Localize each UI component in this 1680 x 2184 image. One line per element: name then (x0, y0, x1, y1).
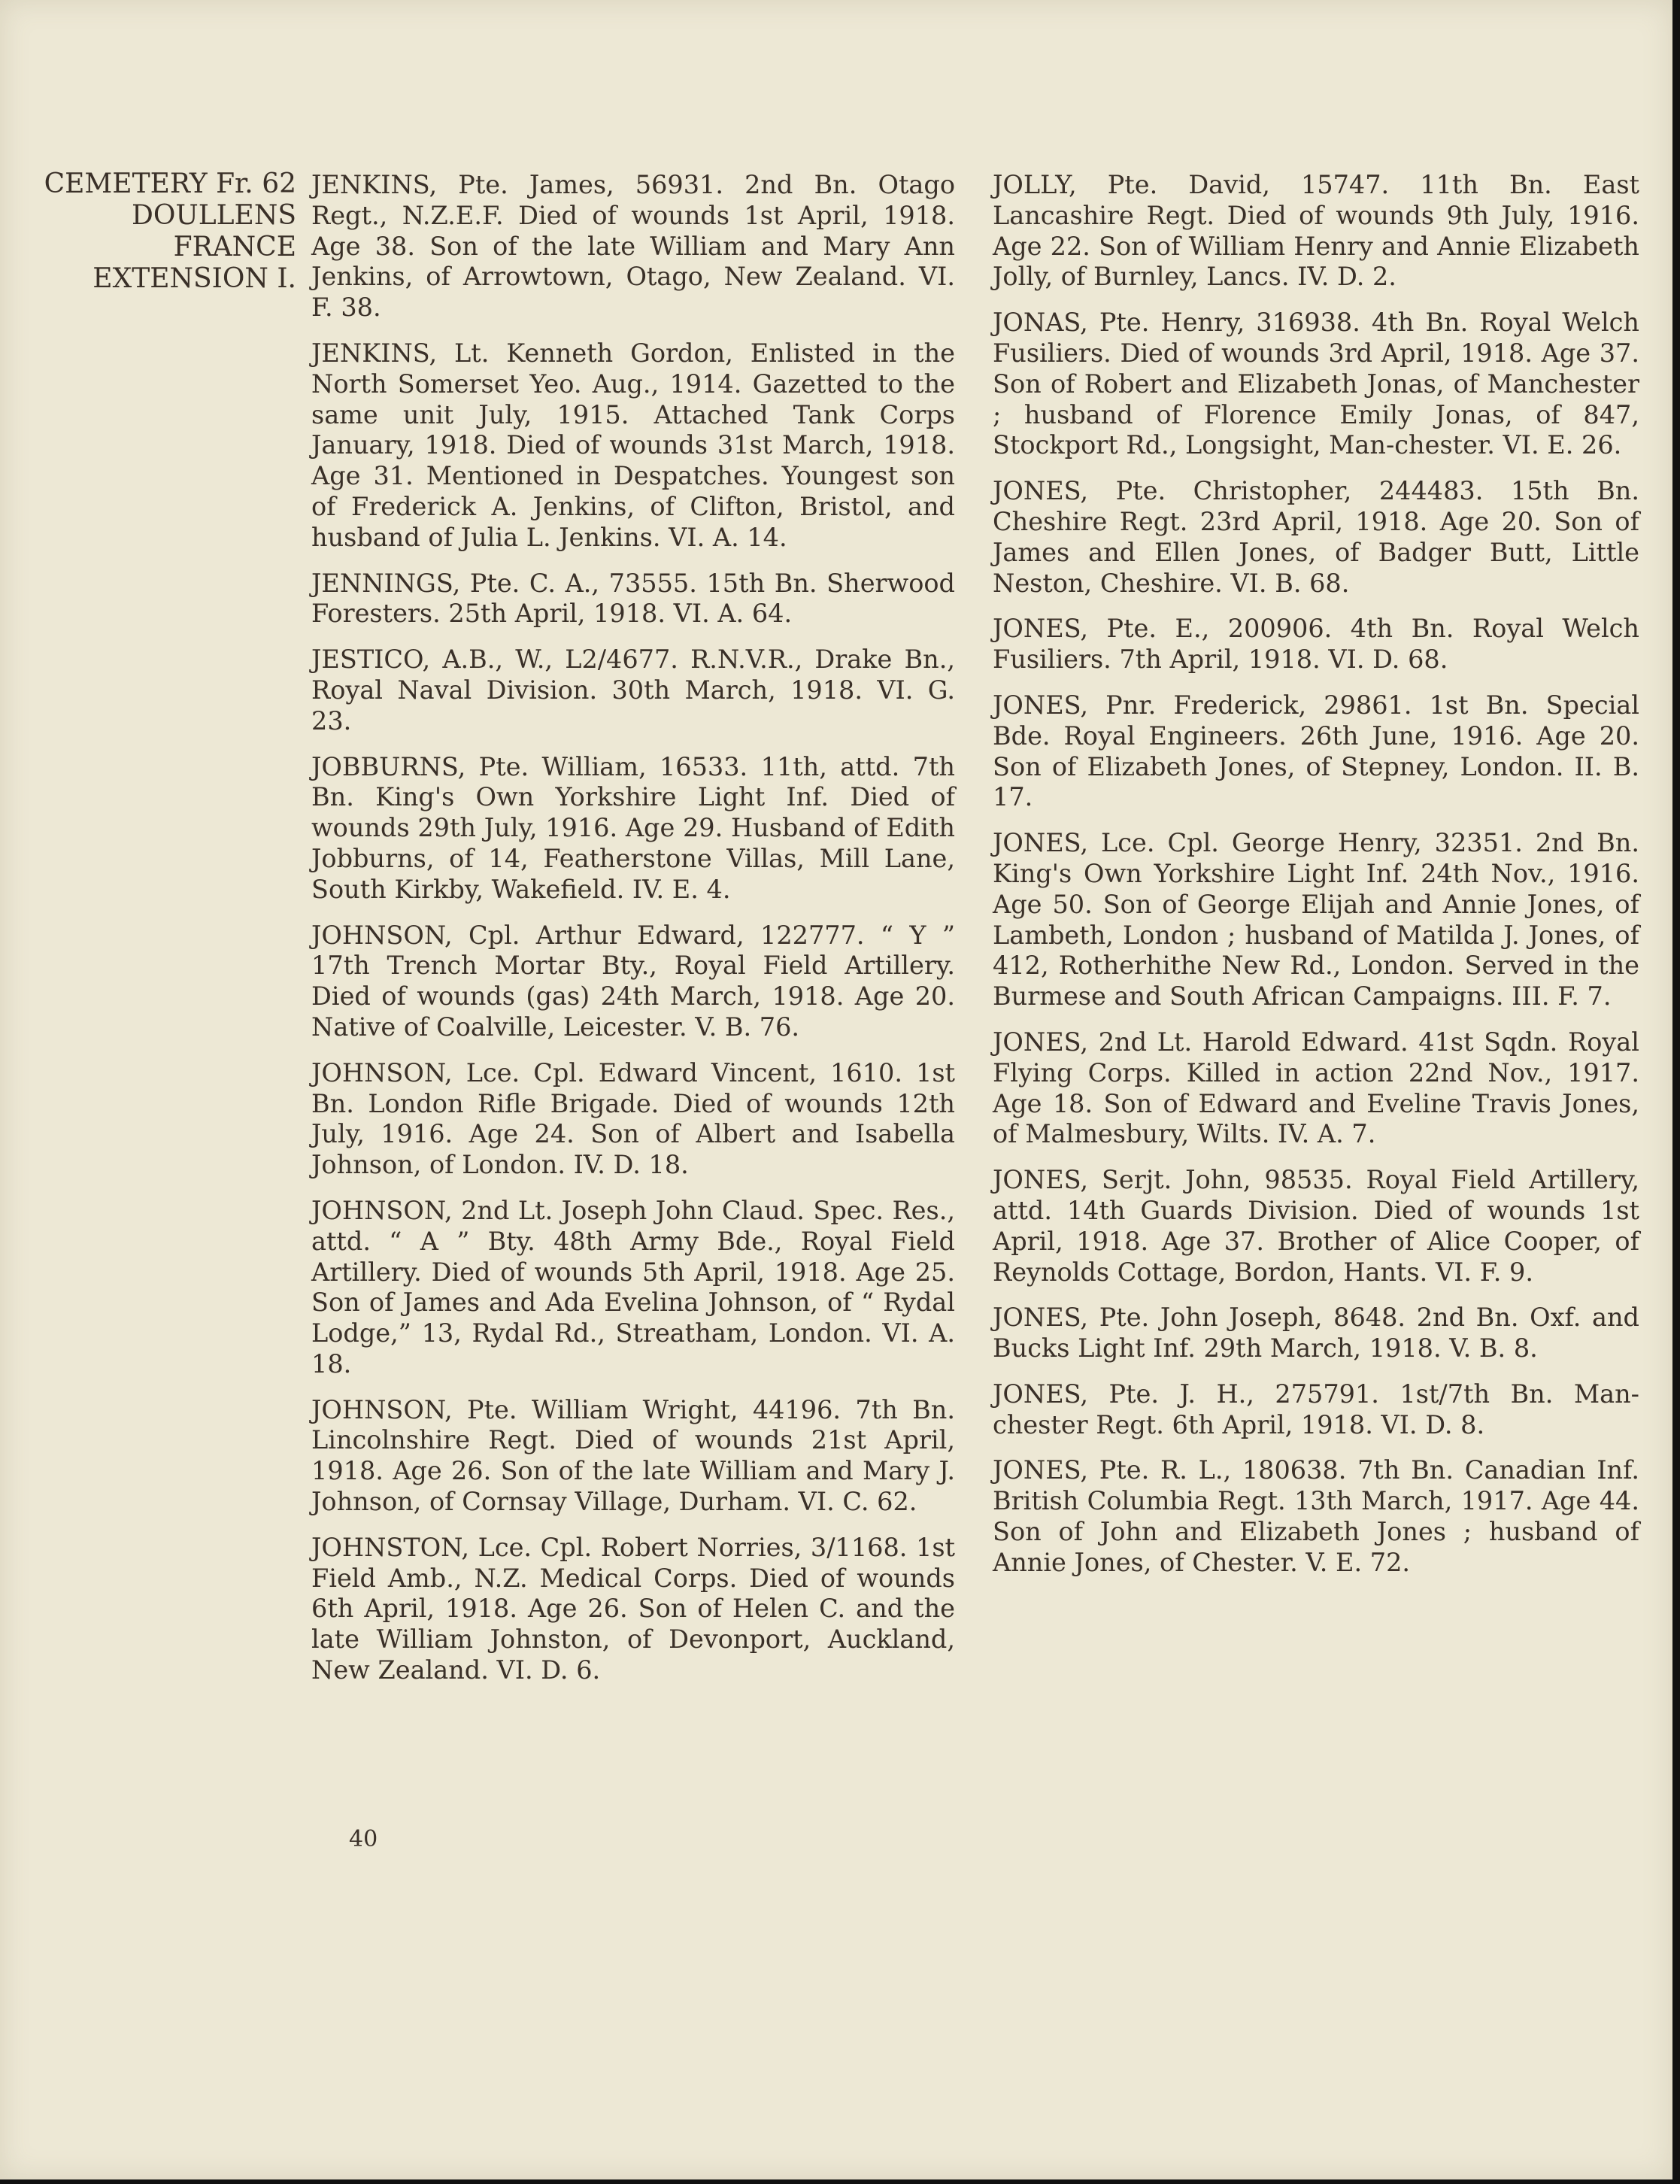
left-column (311, 170, 955, 1686)
casualty-entry: JENKINS, Pte. James, 56931. 2nd Bn. Otago Regt., N.Z.E.F. Died of wounds 1st April, 1918. Age 38. Son of the late William and Mary Ann Jenkins, of Arrowtown, Otago, New Zealand. VI. F. 38. (311, 170, 955, 323)
cemetery-heading-line: CEMETERY Fr. 62 (44, 168, 296, 199)
casualty-entry: JONES, Lce. Cpl. George Henry, 32351. 2nd Bn. King's Own Yorkshire Light Inf. 24th Nov., 1916. Age 50. Son of George Elijah and Annie Jones, of Lambeth, London ; husband of Matilda J. Jones, of 412, Rotherhithe New Rd., London. Served in the Burmese and South African Campaigns. III. F. 7. (993, 828, 1639, 1012)
casualty-entry: JOHNSON, 2nd Lt. Joseph John Claud. Spec. Res., attd. “ A ” Bty. 48th Army Bde., Royal Field Artillery. Died of wounds 5th April, 1918. Age 25. Son of James and Ada Evelina Johnson, of “ Rydal Lodge,” 13, Rydal Rd., Streatham, London. VI. A. 18. (311, 1195, 955, 1379)
casualty-entry: JOLLY, Pte. David, 15747. 11th Bn. East Lancashire Regt. Died of wounds 9th July, 1916. Age 22. Son of William Henry and Annie Elizabeth Jolly, of Burnley, Lancs. IV. D. 2. (993, 170, 1639, 292)
casualty-entry: JESTICO, A.B., W., L2/4677. R.N.V.R., Drake Bn., Royal Naval Division. 30th March, 1918. VI. G. 23. (311, 645, 955, 736)
right-column (993, 170, 1639, 1579)
page-number: 40 (349, 1826, 378, 1852)
cemetery-heading (33, 168, 296, 295)
casualty-entry: JOBBURNS, Pte. William, 16533. 11th, attd. 7th Bn. King's Own Yorkshire Light Inf. Died of wounds 29th July, 1916. Age 29. Husband of Edith Jobburns, of 14, Featherstone Villas, Mill Lane, South Kirkby, Wakefield. IV. E. 4. (311, 751, 955, 904)
casualty-entry: JONAS, Pte. Henry, 316938. 4th Bn. Royal Welch Fusiliers. Died of wounds 3rd April, 1918. Age 37. Son of Robert and Elizabeth Jonas, of Manchester ; husband of Florence Emily Jonas, of 847, Stockport Rd., Longsight, Man-chester. VI. E. 26. (993, 308, 1639, 460)
casualty-entry: JONES, Pte. Christopher, 244483. 15th Bn. Cheshire Regt. 23rd April, 1918. Age 20. Son of James and Ellen Jones, of Badger Butt, Little Neston, Cheshire. VI. B. 68. (993, 476, 1639, 598)
cemetery-heading-line: DOULLENS (132, 200, 296, 231)
casualty-entry: JOHNSON, Cpl. Arthur Edward, 122777. “ Y ” 17th Trench Mortar Bty., Royal Field Artillery. Died of wounds (gas) 24th March, 1918. Age 20. Native of Coalville, Leicester. V. B. 76. (311, 920, 955, 1042)
casualty-entry: JENKINS, Lt. Kenneth Gordon, Enlisted in the North Somerset Yeo. Aug., 1914. Gazetted to the same unit July, 1915. Attached Tank Corps January, 1918. Died of wounds 31st March, 1918. Age 31. Mentioned in Despatches. Youngest son of Frederick A. Jenkins, of Clifton, Bristol, and husband of Julia L. Jenkins. VI. A. 14. (311, 338, 955, 552)
casualty-entry: JONES, Serjt. John, 98535. Royal Field Artillery, attd. 14th Guards Division. Died of wounds 1st April, 1918. Age 37. Brother of Alice Cooper, of Reynolds Cottage, Bordon, Hants. VI. F. 9. (993, 1165, 1639, 1287)
cemetery-heading-line: FRANCE (173, 232, 296, 262)
scan-border-right (1672, 0, 1680, 2184)
casualty-entry: JONES, Pte. John Joseph, 8648. 2nd Bn. Oxf. and Bucks Light Inf. 29th March, 1918. V. B. 8. (993, 1303, 1639, 1363)
cemetery-heading-line: EXTENSION I. (92, 263, 296, 294)
casualty-entry: JOHNSTON, Lce. Cpl. Robert Norries, 3/1168. 1st Field Amb., N.Z. Medical Corps. Died of wounds 6th April, 1918. Age 26. Son of Helen C. and the late William Johnston, of Devonport, Auckland, New Zealand. VI. D. 6. (311, 1532, 955, 1685)
casualty-entry: JONES, 2nd Lt. Harold Edward. 41st Sqdn. Royal Flying Corps. Killed in action 22nd Nov., 1917. Age 18. Son of Edward and Eveline Travis Jones, of Malmesbury, Wilts. IV. A. 7. (993, 1027, 1639, 1149)
casualty-entry: JONES, Pte. J. H., 275791. 1st/7th Bn. Man-chester Regt. 6th April, 1918. VI. D. 8. (993, 1379, 1639, 1439)
casualty-entry: JOHNSON, Pte. William Wright, 44196. 7th Bn. Lincolnshire Regt. Died of wounds 21st April, 1918. Age 26. Son of the late William and Mary J. Johnson, of Cornsay Village, Durham. VI. C. 62. (311, 1394, 955, 1517)
casualty-entry: JONES, Pnr. Frederick, 29861. 1st Bn. Special Bde. Royal Engineers. 26th June, 1916. Age 20. Son of Elizabeth Jones, of Stepney, London. II. B. 17. (993, 690, 1639, 812)
casualty-entry: JOHNSON, Lce. Cpl. Edward Vincent, 1610. 1st Bn. London Rifle Brigade. Died of wounds 12th July, 1916. Age 24. Son of Albert and Isabella Johnson, of London. IV. D. 18. (311, 1057, 955, 1180)
casualty-entry: JENNINGS, Pte. C. A., 73555. 15th Bn. Sherwood Foresters. 25th April, 1918. VI. A. 64. (311, 568, 955, 629)
casualty-entry: JONES, Pte. R. L., 180638. 7th Bn. Canadian Inf. British Columbia Regt. 13th March, 1917. Age 44. Son of John and Elizabeth Jones ; husband of Annie Jones, of Chester. V. E. 72. (993, 1455, 1639, 1577)
casualty-entry: JONES, Pte. E., 200906. 4th Bn. Royal Welch Fusiliers. 7th April, 1918. VI. D. 68. (993, 614, 1639, 675)
scan-border-bottom (0, 2179, 1680, 2184)
